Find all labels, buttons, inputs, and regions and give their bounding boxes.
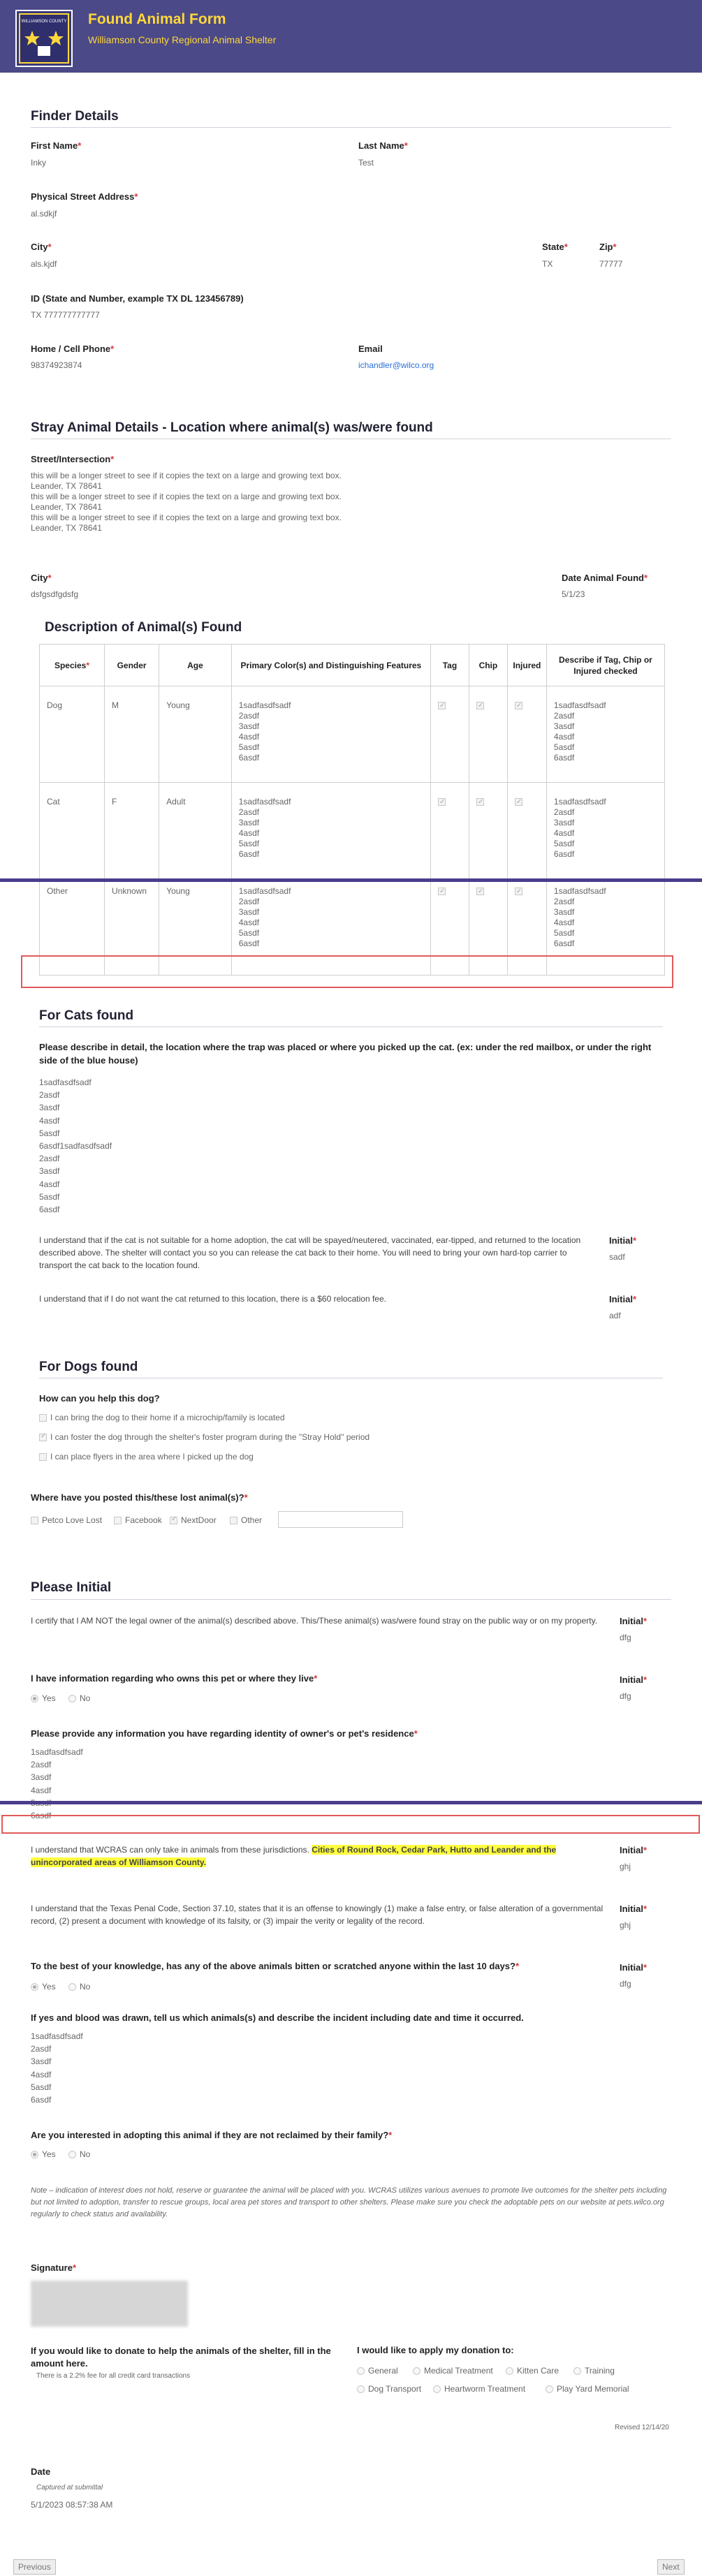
describe-cell: 1sadfasdfsadf 2asdf 3asdf 4asdf 5asdf 6asdf — [546, 783, 664, 879]
header-tag: Tag — [431, 645, 469, 686]
tag-checkbox[interactable] — [438, 798, 446, 806]
date-label: Date — [31, 2466, 51, 2477]
cats-title: For Cats found — [39, 1008, 134, 1023]
initial-label: Initial* — [620, 1904, 648, 1914]
adopt-label: Are you interested in adopting this animal if they are not reclaimed by their family?* — [31, 2130, 393, 2140]
cat-location-label: Please describe in detail, the location where the trap was placed or where you picked up the cat. (ex: under the red mailbox, or under the right side of the blue house) — [39, 1042, 652, 1066]
injured-checkbox[interactable] — [515, 702, 522, 709]
email-label: Email — [358, 344, 383, 354]
id-value: TX 777777777777 — [31, 310, 100, 320]
header-species: Species* — [40, 645, 105, 686]
gender-cell: F — [104, 783, 159, 879]
email-link[interactable]: ichandler@wilco.org — [358, 360, 434, 370]
initial-label: Initial* — [620, 1616, 648, 1626]
no-radio[interactable] — [68, 1695, 76, 1702]
features-cell: 1sadfasdfsadf 2asdf 3asdf 4asdf 5asdf 6asdf — [231, 686, 430, 783]
penal-code-statement: I understand that the Texas Penal Code, Section 37.10, states that it is an offense to knowingly (1) make a false entry, or false alteration of a governmental record, (2) present a document with knowledge of its falsity, or (3) impair the verity or legality of the record. — [31, 1904, 604, 1926]
dog-help-label: How can you help this dog? — [39, 1393, 160, 1404]
header-injured: Injured — [507, 645, 546, 686]
injured-cell — [507, 783, 546, 879]
apply-radio[interactable] — [573, 2367, 581, 2375]
posted-option[interactable]: Facebook — [114, 1515, 162, 1525]
species-cell: Other — [40, 879, 105, 976]
tag-cell — [431, 783, 469, 879]
posted-option[interactable]: Petco Love Lost — [31, 1515, 102, 1525]
phone-label: Home / Cell Phone* — [31, 344, 115, 354]
apply-option[interactable]: Training — [573, 2366, 615, 2376]
injured-checkbox[interactable] — [515, 798, 522, 806]
form-header — [0, 0, 702, 73]
city-value: als.kjdf — [31, 259, 57, 269]
cat-location-value: 1sadfasdfsadf 2asdf 3asdf 4asdf 5asdf 6asdf1sadfasdfsadf 2asdf 3asdf 4asdf 5asdf 6asdf — [39, 1077, 112, 1215]
cut-marker-box — [1, 1815, 700, 1834]
divider — [31, 1599, 671, 1600]
jurisdiction-highlight: Cities of Round Rock, Cedar Park, Hutto and Leander and the unincorporated areas of Williamson County. — [31, 1845, 557, 1867]
yes-radio[interactable] — [31, 2151, 38, 2158]
initial-value: dfg — [620, 1979, 631, 1989]
first-name-label: First Name* — [31, 140, 82, 151]
no-radio[interactable] — [68, 2151, 76, 2158]
chip-cell — [469, 686, 507, 783]
jurisdiction-statement: I understand that WCRAS can only take in animals from these jurisdictions. Cities of Round Rock, Cedar Park, Hutto and Leander and the unincorporated areas of Williamson County. — [31, 1845, 557, 1867]
blood-label: If yes and blood was drawn, tell us which animals(s) and describe the incident including date and time it occurred. — [31, 2012, 524, 2023]
certify-statement: I certify that I AM NOT the legal owner of the animal(s) described above. This/These animal(s) was/were found stray on the public way or on my property. — [31, 1616, 598, 1626]
chip-checkbox[interactable] — [476, 798, 484, 806]
fee-note: There is a 2.2% fee for all credit card transactions — [36, 2372, 191, 2380]
tag-checkbox[interactable] — [438, 888, 446, 895]
bitten-no[interactable]: No — [68, 1982, 90, 1992]
gender-cell: Unknown — [104, 879, 159, 976]
age-cell: Adult — [159, 783, 232, 879]
initial-label: Initial* — [620, 1962, 648, 1973]
adopt-yes[interactable]: Yes — [31, 2149, 56, 2159]
blood-value: 1sadfasdfsadf 2asdf 3asdf 4asdf 5asdf 6asdf — [31, 2031, 83, 2105]
form-subtitle: Williamson County Regional Animal Shelter — [88, 34, 277, 45]
stray-city-value: dsfgsdfgdsfg — [31, 589, 79, 599]
posted-checkbox[interactable] — [230, 1517, 237, 1524]
signature-label: Signature* — [31, 2262, 77, 2273]
chip-checkbox[interactable] — [476, 702, 484, 709]
dogs-title: For Dogs found — [39, 1360, 138, 1374]
species-cell: Dog — [40, 686, 105, 783]
street-intersection-value: this will be a longer street to see if it copies the text on a large and growing text box. Leander, TX 78641 this will be a longer street to see if it copies the text on a large and growing text box. Leander, TX 78641 this will be a longer street to see if it copies the text on a large and growing text box. Leander, TX 78641 — [31, 471, 342, 533]
adoption-note: Note – indication of interest does not hold, reserve or guarantee the animal will be placed with you. WCRAS utilizes various avenues to promote live outcomes for the shelter pets including but not limited to adoption, transfer to rescue groups, local area pet stores and transport to other shelters. Please make sure you check the adoptable pets on our website at pets.wilco.org regularly to check status and availability. — [31, 2186, 667, 2218]
bitten-label: To the best of your knowledge, has any of the above animals bitten or scratched anyone within the last 10 days?* — [31, 1961, 520, 1971]
initial-label: Initial* — [620, 1675, 648, 1685]
posted-label: Where have you posted this/these lost animal(s)?* — [31, 1492, 248, 1503]
captured-note: Captured at submittal — [36, 2484, 103, 2492]
divider — [39, 1026, 663, 1027]
street-intersection-label: Street/Intersection* — [31, 454, 115, 464]
header-gender: Gender — [104, 645, 159, 686]
apply-radio[interactable] — [506, 2367, 513, 2375]
initial-value: dfg — [620, 1691, 631, 1701]
page-break-line — [0, 878, 702, 882]
identity-value: 1sadfasdfsadf 2asdf 3asdf 4asdf 6asdf — [31, 1747, 83, 1821]
header-age: Age — [159, 645, 232, 686]
initial-value: sadf — [609, 1252, 625, 1262]
posted-checkbox[interactable] — [170, 1517, 177, 1524]
initial-label: Initial* — [620, 1845, 648, 1855]
stray-city-label: City* — [31, 573, 52, 583]
posted-checkbox[interactable] — [114, 1517, 122, 1524]
table-row — [40, 783, 665, 879]
age-cell: Young — [159, 879, 232, 976]
apply-option[interactable]: Medical Treatment — [413, 2366, 493, 2376]
dog-help-option[interactable]: ✓I can foster the dog through the shelter's foster program during the "Stray Hold" period — [39, 1432, 370, 1442]
species-cell: Cat — [40, 783, 105, 879]
svg-text:WILLIAMSON COUNTY: WILLIAMSON COUNTY — [21, 20, 67, 24]
date-found-label: Date Animal Found* — [562, 573, 648, 583]
next-button[interactable]: Next — [657, 2559, 685, 2575]
adopt-no[interactable]: No — [68, 2149, 90, 2159]
initial-value: dfg — [620, 1633, 631, 1642]
apply-label: I would like to apply my donation to: — [357, 2345, 514, 2355]
zip-label: Zip* — [599, 242, 617, 252]
cat-return-statement: I understand that if the cat is not suitable for a home adoption, the cat will be spayed/neutered, vaccinated, ear-tipped, and returned to the location described above. The shelter will contact you so you can release the cat back to their home. You will need to bring your own hard-top carrier to transport the cat back to the location found. — [39, 1235, 581, 1270]
posted-option[interactable]: Other — [230, 1515, 262, 1525]
phone-value: 98374923874 — [31, 360, 82, 370]
apply-radio[interactable] — [433, 2385, 441, 2393]
apply-option[interactable]: Kitten Care — [506, 2366, 559, 2376]
id-label: ID (State and Number, example TX DL 123456789) — [31, 293, 244, 304]
describe-cell: 1sadfasdfsadf 2asdf 3asdf 4asdf 5asdf 6asdf — [546, 879, 664, 976]
injured-cell — [507, 686, 546, 783]
form-title: Found Animal Form — [88, 11, 226, 27]
donate-label: If you would like to donate to help the animals of the shelter, fill in the amount here. — [31, 2346, 331, 2369]
describe-cell: 1sadfasdfsadf 2asdf 3asdf 4asdf 5asdf 6asdf — [546, 686, 664, 783]
dog-help-option[interactable]: I can place flyers in the area where I picked up the dog — [39, 1452, 254, 1462]
dog-help-checkbox[interactable] — [39, 1453, 47, 1461]
shelter-logo — [15, 10, 73, 67]
features-cell: 1sadfasdfsadf 2asdf 3asdf 4asdf 5asdf 6asdf — [231, 783, 430, 879]
features-cell: 1sadfasdfsadf 2asdf 3asdf 4asdf 5asdf 6asdf — [231, 879, 430, 976]
initial-label: Initial* — [609, 1294, 637, 1304]
apply-radio[interactable] — [413, 2367, 421, 2375]
posted-checkbox[interactable] — [31, 1517, 38, 1524]
posted-option[interactable]: ✓ NextDoor — [170, 1515, 217, 1525]
street-address-value: al.sdkjf — [31, 209, 57, 219]
apply-option[interactable]: Dog Transport — [357, 2384, 421, 2394]
cat-relocation-statement: I understand that if I do not want the cat returned to this location, there is a $60 relocation fee. — [39, 1294, 386, 1304]
yes-radio[interactable] — [31, 1983, 38, 1991]
initial-value: adf — [609, 1311, 621, 1320]
table-header-row — [40, 645, 665, 686]
apply-radio[interactable] — [546, 2385, 553, 2393]
date-value: 5/1/2023 08:57:38 AM — [31, 2500, 113, 2510]
posted-other-input[interactable] — [278, 1511, 403, 1528]
previous-button[interactable]: Previous — [13, 2559, 56, 2575]
initial-label: Initial* — [609, 1235, 637, 1246]
street-address-label: Physical Street Address* — [31, 191, 138, 202]
apply-radio[interactable] — [357, 2385, 365, 2393]
first-name-value: Inky — [31, 158, 47, 168]
apply-option[interactable]: Play Yard Memorial — [546, 2384, 629, 2394]
bitten-yes[interactable]: Yes — [31, 1982, 56, 1992]
owner-info-yes[interactable]: Yes — [31, 1693, 56, 1703]
city-label: City* — [31, 242, 52, 252]
header-features: Primary Color(s) and Distinguishing Features — [231, 645, 430, 686]
no-radio[interactable] — [68, 1983, 76, 1991]
initial-value: ghj — [620, 1862, 631, 1871]
table-row — [40, 686, 665, 783]
apply-option[interactable]: Heartworm Treatment — [433, 2384, 525, 2394]
dog-help-checkbox[interactable] — [39, 1414, 47, 1422]
tag-cell — [431, 686, 469, 783]
divider — [31, 127, 671, 128]
cut-marker-box — [21, 955, 673, 988]
owner-info-no[interactable]: No — [68, 1693, 90, 1703]
apply-option[interactable]: General — [357, 2366, 398, 2376]
page-break-line — [0, 1801, 702, 1804]
yes-radio[interactable] — [31, 1695, 38, 1702]
dog-help-option[interactable]: I can bring the dog to their home if a microchip/family is located — [39, 1413, 285, 1422]
initial-value: ghj — [620, 1920, 631, 1930]
state-value: TX — [542, 259, 553, 269]
header-describe: Describe if Tag, Chip or Injured checked — [546, 645, 664, 686]
identity-label: Please provide any information you have regarding identity of owner's or pet's residence* — [31, 1728, 418, 1739]
date-found-value: 5/1/23 — [562, 589, 585, 599]
signature-image — [31, 2281, 188, 2327]
dog-help-checkbox[interactable] — [39, 1434, 47, 1441]
header-chip: Chip — [469, 645, 507, 686]
finder-details-title: Finder Details — [31, 109, 119, 124]
injured-checkbox[interactable] — [515, 888, 522, 895]
tag-checkbox[interactable] — [438, 702, 446, 709]
gender-cell: M — [104, 686, 159, 783]
owner-info-label: I have information regarding who owns this pet or where they live* — [31, 1673, 318, 1684]
chip-cell — [469, 783, 507, 879]
please-initial-title: Please Initial — [31, 1580, 112, 1595]
revised-date: Revised 12/14/20 — [615, 2424, 669, 2431]
apply-radio[interactable] — [357, 2367, 365, 2375]
animals-table — [39, 644, 665, 976]
last-name-label: Last Name* — [358, 140, 408, 151]
chip-checkbox[interactable] — [476, 888, 484, 895]
description-title: Description of Animal(s) Found — [45, 620, 242, 635]
state-label: State* — [542, 242, 568, 252]
stray-details-title: Stray Animal Details - Location where animal(s) was/were found — [31, 420, 433, 435]
last-name-value: Test — [358, 158, 374, 168]
zip-value: 77777 — [599, 259, 623, 269]
age-cell: Young — [159, 686, 232, 783]
